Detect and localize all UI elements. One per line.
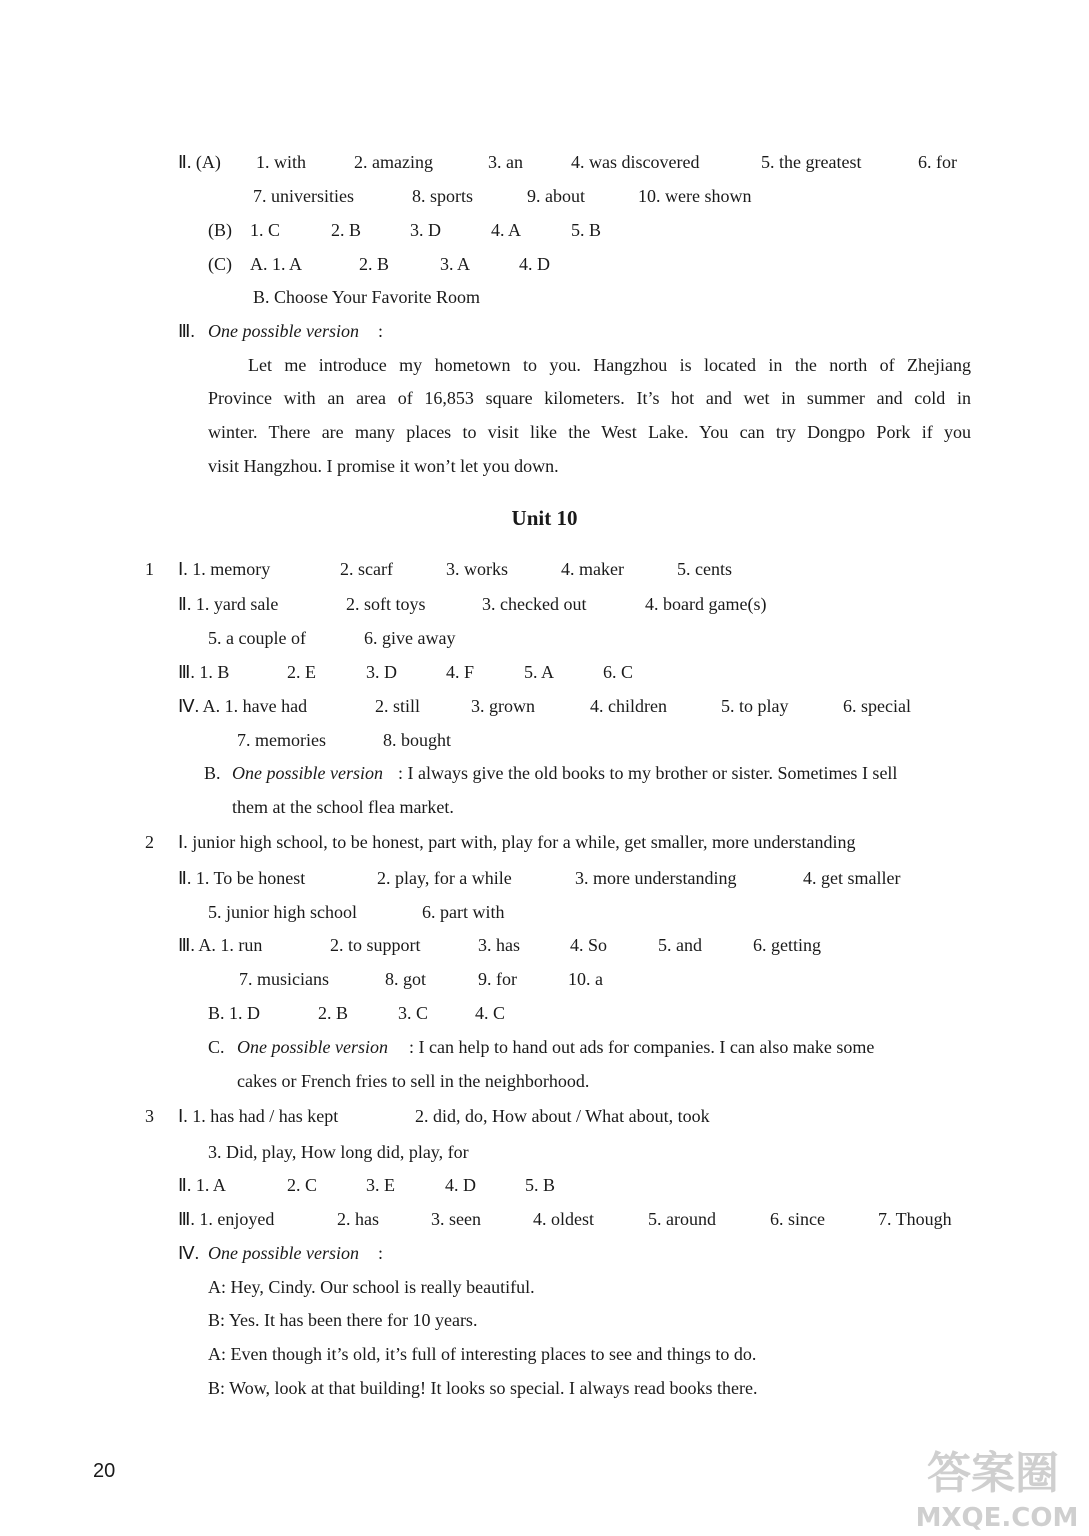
answer-segment: 4. board game(s) [645,594,767,614]
answer-segment: 6. part with [422,902,505,922]
answer-segment: 2. amazing [354,152,433,172]
page-number: 20 [93,1460,116,1482]
answer-segment: 3. works [446,559,508,579]
answer-segment: 3. more understanding [575,868,737,888]
answer-segment: 2 [145,832,154,852]
answer-segment: 3. Did, play, How long did, play, for [208,1142,469,1162]
answer-segment: One possible version [208,1243,359,1263]
answer-segment: 7. memories [237,730,326,750]
answer-segment: 5. B [525,1175,556,1195]
answer-segment: One possible version [208,321,359,341]
answer-segment: Ⅰ. 1. memory [178,559,271,579]
answer-segment: 6. give away [364,628,456,648]
answer-segment: 2. play, for a while [377,868,512,888]
answer-segment: 8. got [385,969,427,989]
answer-segment: 3 [145,1106,154,1126]
answer-segment: 2. B [318,1003,349,1023]
answer-segment: : I can help to hand out ads for companies. I can also make some [409,1037,875,1057]
answer-segment: 3. D [410,220,441,240]
answer-segment: 6. C [603,662,634,682]
answer-segment: A. 1. A [250,254,303,274]
answer-segment: (B) [208,220,232,240]
answer-segment: 4. oldest [533,1209,594,1229]
answer-segment: 5. and [658,935,702,955]
answer-segment: 7. musicians [239,969,329,989]
answer-segment: 2. still [375,696,421,716]
answer-segment: Ⅱ. (A) [178,152,221,172]
answer-segment: Ⅲ. A. 1. run [178,935,263,955]
answer-segment: One possible version [237,1037,388,1057]
answer-segment: them at the school flea market. [232,797,454,817]
answer-segment: 4. D [445,1175,476,1195]
answer-segment: 2. did, do, How about / What about, took [415,1106,710,1126]
answer-segment: 4. children [590,696,667,716]
answer-segment: 4. D [519,254,550,274]
answer-segment: 3. an [488,152,523,172]
answer-segment: Ⅳ. A. 1. have had [178,696,308,716]
answer-segment: 5. B [571,220,602,240]
answer-segment: A: Even though it’s old, it’s full of interesting places to see and things to do. [208,1344,757,1364]
answer-segment: 2. C [287,1175,318,1195]
answer-segment: 2. to support [330,935,421,955]
answer-segment: 5. the greatest [761,152,862,172]
answer-segment: 3. grown [471,696,535,716]
essay-line: Let me introduce my hometown to you. Hangzhou is located in the north of Zhejiang [248,355,971,375]
answer-segment: Ⅱ. 1. yard sale [178,594,279,614]
answer-segment: 6. for [918,152,957,172]
answer-segment: Ⅰ. 1. has had / has kept [178,1106,339,1126]
answer-segment: 5. around [648,1209,716,1229]
answer-segment: 8. sports [412,186,474,206]
answer-segment: 4. was discovered [571,152,700,172]
answer-segment: 2. E [287,662,316,682]
answer-segment: Ⅲ. 1. enjoyed [178,1209,275,1229]
essay-line: winter. There are many places to visit like the West Lake. You can try Dongpo Pork if you [208,422,971,442]
answer-segment: 5. A [524,662,555,682]
answer-segment: B. Choose Your Favorite Room [253,287,481,307]
answer-segment: B. 1. D [208,1003,261,1023]
answer-segment: 5. cents [677,559,732,579]
answer-segment: 7. universities [253,186,354,206]
answer-segment: 6. getting [753,935,821,955]
answer-segment: 4. get smaller [803,868,901,888]
answer-segment: 2. B [331,220,362,240]
answer-segment: 5. a couple of [208,628,306,648]
answer-segment: 7. Though [878,1209,952,1229]
answer-segment: B: Yes. It has been there for 10 years. [208,1310,478,1330]
answer-segment: 2. soft toys [346,594,426,614]
answer-segment: 5. junior high school [208,902,357,922]
answer-segment: Ⅲ. [178,321,195,341]
watermark-top: 答案圈 [927,1448,1059,1499]
answer-segment: 4. maker [561,559,624,579]
answer-segment: 10. were shown [638,186,752,206]
answer-segment: 6. special [843,696,911,716]
answer-segment: 9. for [478,969,517,989]
answer-segment: : I always give the old books to my brother or sister. Sometimes I sell [398,763,898,783]
answer-segment: 3. E [366,1175,395,1195]
answer-segment: Ⅱ. 1. To be honest [178,868,306,888]
answer-segment: 4. C [475,1003,506,1023]
answer-segment: 1. with [256,152,307,172]
answer-segment: 10. a [568,969,603,989]
essay-line: Province with an area of 16,853 square kilometers. It’s hot and wet in summer and cold in [208,388,971,408]
answer-segment: 2. B [359,254,390,274]
answer-segment: (C) [208,254,232,274]
answer-segment: A: Hey, Cindy. Our school is really beautiful. [208,1277,535,1297]
answer-segment: 3. C [398,1003,429,1023]
answer-segment: : [378,321,384,341]
answer-segment: Ⅱ. 1. A [178,1175,226,1195]
answer-segment: 3. seen [431,1209,481,1229]
answer-segment: 1. C [250,220,281,240]
answer-segment: 3. A [440,254,471,274]
answer-segment: 2. has [337,1209,379,1229]
answer-segment: : [378,1243,384,1263]
answer-segment: 2. scarf [340,559,393,579]
answer-segment: 4. F [446,662,475,682]
answer-segment: C. [208,1037,225,1057]
answer-segment: 3. checked out [482,594,587,614]
answer-segment: 9. about [527,186,585,206]
answer-segment: Ⅲ. 1. B [178,662,230,682]
answer-segment: 6. since [770,1209,825,1229]
answer-segment: cakes or French fries to sell in the neighborhood. [237,1071,590,1091]
answer-segment: 5. to play [721,696,789,716]
answer-segment: Ⅳ. [178,1243,200,1263]
unit-title: Unit 10 [511,506,578,530]
essay-line: visit Hangzhou. I promise it won’t let you down. [208,456,559,476]
answer-segment: B. [204,763,221,783]
answer-segment: 3. D [366,662,397,682]
answer-segment: B: Wow, look at that building! It looks so special. I always read books there. [208,1378,758,1398]
watermark-logo [905,1440,1085,1532]
watermark-bottom: MXQE.COM [915,1503,1079,1532]
answer-segment: Ⅰ. junior high school, to be honest, part with, play for a while, get smaller, more understanding [178,832,856,852]
answer-segment: 8. bought [383,730,452,750]
answer-segment: One possible version [232,763,383,783]
answer-segment: 4. So [570,935,608,955]
answer-segment: 4. A [491,220,522,240]
answer-segment: 1 [145,559,154,579]
answer-segment: 3. has [478,935,520,955]
